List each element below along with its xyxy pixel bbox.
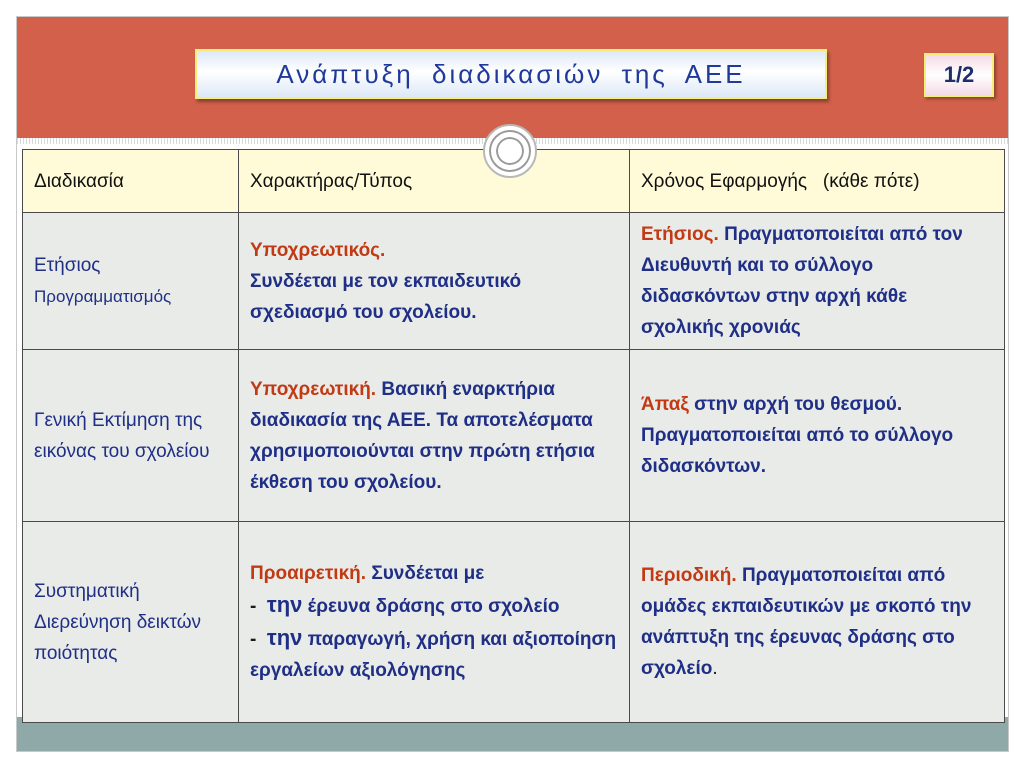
type-label: Υποχρεωτική. — [250, 378, 377, 400]
time-label: Ετήσιος. — [641, 224, 719, 245]
header-time-text: Χρόνος Εφαρμογής (κάθε πότε) — [641, 170, 920, 192]
type-intro: Συνδέεται με — [371, 563, 485, 584]
time-end: . — [712, 658, 718, 679]
type-label: Υποχρεωτικός. — [250, 239, 386, 261]
table-row — [23, 350, 1005, 522]
type-label: Προαιρετική. — [250, 563, 367, 584]
header-process: Διαδικασία — [23, 150, 239, 213]
time-cell — [630, 213, 1005, 350]
type-intro-line — [250, 558, 618, 589]
time-label: Περιοδική. — [641, 565, 737, 586]
slide-title: Ανάπτυξη διαδικασιών της ΑΕΕ — [276, 58, 746, 89]
slide-header — [17, 17, 1008, 138]
time-cell — [630, 522, 1005, 723]
ring-ornament-icon — [483, 124, 537, 178]
process-cell — [23, 213, 239, 350]
slide — [16, 16, 1009, 752]
process-line: Προγραμματισμός — [34, 287, 172, 306]
process-line: Ετήσιος — [34, 255, 101, 276]
header-time — [630, 150, 1005, 213]
header-type: Χαρακτήρας/Τύπος — [239, 150, 630, 213]
process-cell: Γενική Εκτίμηση της εικόνας του σχολείου — [23, 350, 239, 522]
ring-inner-icon — [491, 132, 529, 170]
type-list-item — [250, 589, 618, 622]
type-cell — [239, 213, 630, 350]
time-label: Άπαξ — [641, 394, 689, 415]
type-cell — [239, 522, 630, 723]
type-item-article: την — [266, 592, 303, 617]
type-dash: - — [250, 596, 257, 617]
type-text: Βασική εναρκτήρια διαδικασία της ΑΕΕ. Τα αποτελέσματα χρησιμοποιούνται στην πρώτη ετήσια έκθεση του σχολείου. — [250, 378, 595, 493]
time-text: Πραγματοποιείται από τον Διευθυντή και το σύλλογο διδασκόντων στην αρχή κάθε σχολικής χρονιάς — [641, 224, 963, 338]
page-number: 1/2 — [943, 62, 975, 87]
page-indicator — [924, 53, 994, 97]
type-list-item — [250, 622, 618, 686]
type-item-article: την — [266, 625, 303, 650]
time-text: στην αρχή του θεσμού. Πραγματοποιείται από το σύλλογο διδασκόντων. — [641, 394, 954, 477]
table-row — [23, 522, 1005, 723]
time-cell — [630, 350, 1005, 522]
type-cell — [239, 350, 630, 522]
type-item-text: έρευνα δράσης στο σχολείο — [307, 596, 560, 617]
title-box — [195, 49, 827, 99]
procedures-table — [22, 149, 1005, 723]
time-text: Πραγματοποιείται από ομάδες εκπαιδευτικών με σκοπό την ανάπτυξη της έρευνας δράσης στο σχολείο — [641, 565, 972, 679]
process-cell: Συστηματική Διερεύνηση δεικτών ποιότητας — [23, 522, 239, 723]
table-row — [23, 213, 1005, 350]
type-line: Συνδέεται με τον εκπαιδευτικό — [250, 270, 522, 292]
type-dash: - — [250, 629, 257, 650]
type-line: σχεδιασμό του σχολείου. — [250, 301, 477, 323]
type-item-text: παραγωγή, χρήση και αξιοποίηση εργαλείων αξιολόγησης — [250, 629, 617, 681]
